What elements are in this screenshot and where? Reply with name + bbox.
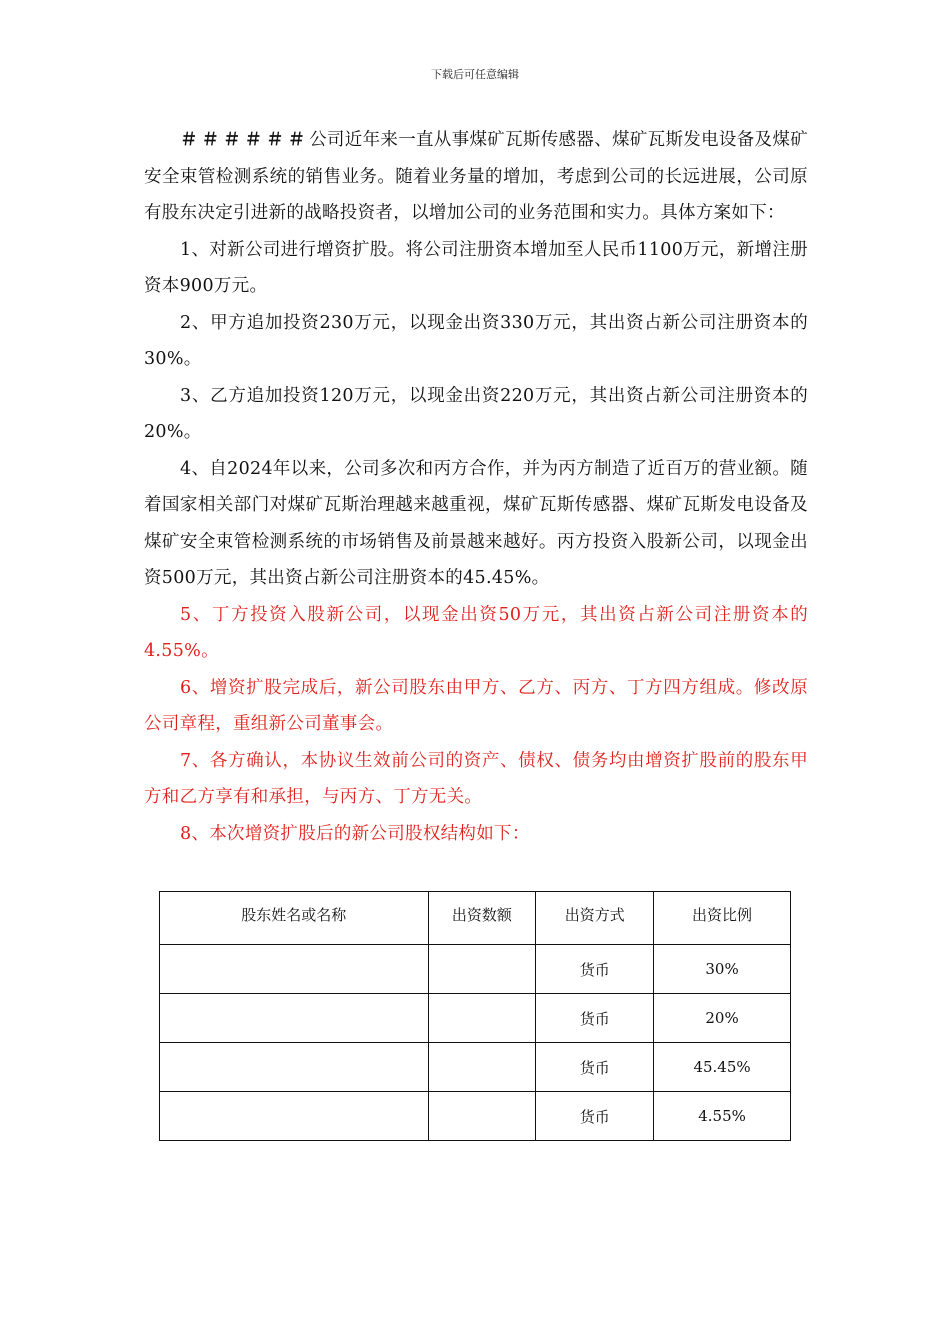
table-row — [160, 1043, 791, 1092]
page-header-note: 下载后可任意编辑 — [431, 68, 519, 81]
table-header-row — [160, 892, 791, 945]
col-header-amount: 出资数额 — [428, 892, 536, 945]
cell-ratio: 20% — [654, 994, 791, 1043]
table-row — [160, 945, 791, 994]
col-header-method: 出资方式 — [536, 892, 654, 945]
clause-6: 6、增资扩股完成后，新公司股东由甲方、乙方、丙方、丁方四方组成。修改原公司章程，重组新公司董事会。 — [144, 677, 808, 734]
clause-2: 2、甲方追加投资230万元，以现金出资330万元，其出资占新公司注册资本的30%。 — [144, 312, 808, 369]
cell-amount — [428, 1092, 536, 1141]
cell-shareholder — [160, 1092, 429, 1141]
cell-ratio: 30% — [654, 945, 791, 994]
clause-8: 8、本次增资扩股后的新公司股权结构如下： — [180, 823, 530, 844]
intro-text: 公司近年来一直从事煤矿瓦斯传感器、煤矿瓦斯发电设备及煤矿安全束管检测系统的销售业务。随着业务量的增加，考虑到公司的长远进展，公司原有股东决定引进新的战略投资者，以增加公司的业务范围和实力。具体方案如下： — [144, 130, 808, 223]
col-header-shareholder: 股东姓名或名称 — [160, 892, 429, 945]
table-row — [160, 994, 791, 1043]
clause-3: 3、乙方追加投资120万元，以现金出资220万元，其出资占新公司注册资本的20%。 — [144, 385, 808, 442]
intro-paragraph — [144, 122, 808, 232]
cell-method: 货币 — [536, 945, 654, 994]
col-header-ratio: 出资比例 — [654, 892, 791, 945]
cell-shareholder — [160, 945, 429, 994]
cell-amount — [428, 994, 536, 1043]
document-body — [144, 122, 808, 852]
clause-1: 1、对新公司进行增资扩股。将公司注册资本增加至人民币1100万元，新增注册资本900万元。 — [144, 239, 808, 296]
cell-method: 货币 — [536, 1092, 654, 1141]
cell-amount — [428, 1043, 536, 1092]
clause-5: 5、丁方投资入股新公司，以现金出资50万元，其出资占新公司注册资本的4.55%。 — [144, 604, 808, 661]
cell-ratio: 45.45% — [654, 1043, 791, 1092]
clause-7: 7、各方确认，本协议生效前公司的资产、债权、债务均由增资扩股前的股东甲方和乙方享有和承担，与丙方、丁方无关。 — [144, 750, 808, 807]
table-row — [160, 1092, 791, 1141]
redacted-company-name: ＃＃＃＃＃＃ — [180, 130, 310, 150]
cell-method: 货币 — [536, 1043, 654, 1092]
cell-shareholder — [160, 1043, 429, 1092]
clause-4: 4、自2024年以来，公司多次和丙方合作，并为丙方制造了近百万的营业额。随着国家相关部门对煤矿瓦斯治理越来越重视，煤矿瓦斯传感器、煤矿瓦斯发电设备及煤矿安全束管检测系统的市场销售及前景越来越好。丙方投资入股新公司，以现金出资500万元，其出资占新公司注册资本的45.45%。 — [144, 458, 808, 588]
cell-amount — [428, 945, 536, 994]
cell-method: 货币 — [536, 994, 654, 1043]
cell-shareholder — [160, 994, 429, 1043]
cell-ratio: 4.55% — [654, 1092, 791, 1141]
equity-structure-table — [159, 891, 791, 1141]
